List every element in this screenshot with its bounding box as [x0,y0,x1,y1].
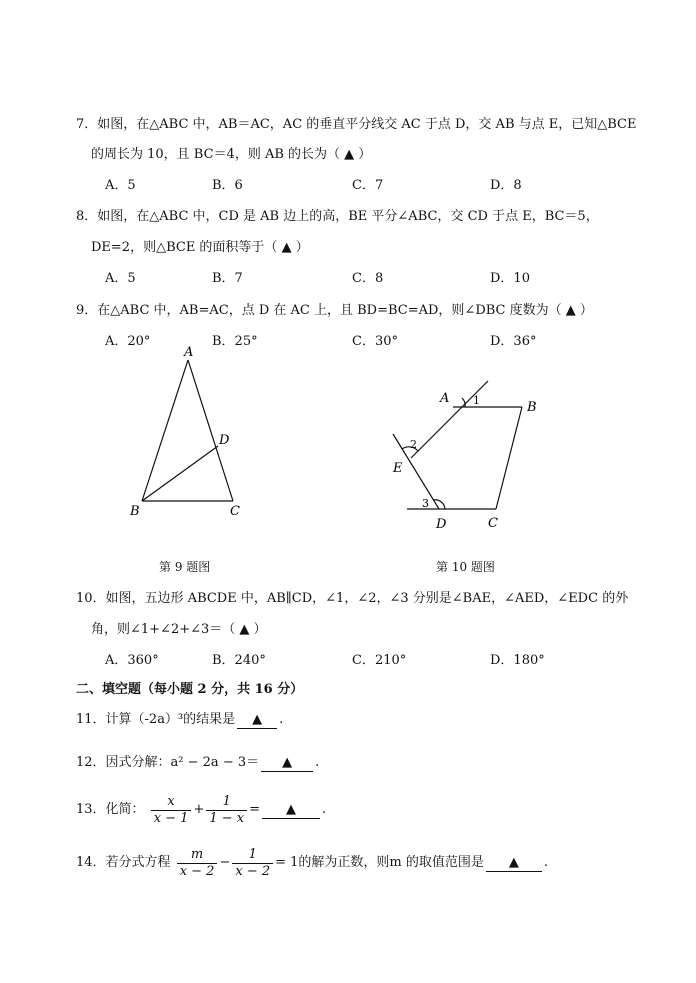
q12-text: 12．因式分解：a² − 2a − 3＝ [76,755,260,770]
q7-option-c: C．7 [352,178,384,193]
fig10-label-angle-2: 2 [410,438,417,451]
q14-fraction-1-numerator: m [177,847,218,864]
fig10-label-a: A [440,391,450,406]
q14-text: 14．若分式方程 [76,855,171,870]
q14-answer-blank[interactable]: ▲ [486,855,542,872]
figure-9 [120,340,270,530]
fig9-label-a: A [184,345,194,360]
fig10-caption: 第 10 题图 [436,560,495,574]
q13-fraction-1-numerator: x [151,794,192,811]
q13-fraction-2 [206,794,247,827]
q10-option-c: C．210° [352,653,407,668]
q9-line1: 9．在△ABC 中，AB=AC，点 D 在 AC 上，且 BD=BC=AD，则∠DBC 度数为（ ▲ ） [76,303,593,318]
fig10-label-c: C [488,516,498,531]
fig9-segment-bd [142,446,218,501]
q13-fraction-1-denominator: x − 1 [153,810,189,826]
q14-fraction-1 [177,847,218,880]
q10-option-a: A．360° [105,653,159,668]
q13 [76,792,326,829]
q9-option-a: A．20° [105,334,151,349]
q13-period: . [322,802,327,817]
q14-condition-text: = 1的解为正数，则m 的取值范围是 [275,855,484,870]
q11-period: . [279,712,284,727]
q7-option-a: A．5 [105,178,136,193]
figure-10 [385,372,555,537]
fig9-caption: 第 9 题图 [159,560,211,574]
q13-equals: = [249,802,261,817]
q7-line2: 的周长为 10，且 BC＝4，则 AB 的长为（ ▲ ） [91,147,372,162]
q12 [76,754,319,772]
q8-line1: 8．如图，在△ABC 中，CD 是 AB 边上的高，BE 平分∠ABC，交 CD 于点 E，BC＝5， [76,209,599,224]
q10-option-b: B．240° [212,653,266,668]
q14-fraction-1-denominator: x − 2 [179,863,215,879]
q8-line2: DE=2，则△BCE 的面积等于（ ▲ ） [91,240,309,255]
q13-fraction-1 [151,794,192,827]
fig10-label-e: E [393,461,403,476]
q13-text: 13．化简： [76,802,145,817]
q8-option-d: D．10 [490,271,530,286]
q7-option-b: B．6 [212,178,243,193]
q13-fraction-2-numerator: 1 [206,794,247,811]
q8-option-a: A．5 [105,271,136,286]
fig10-label-d: D [436,517,447,532]
q10-line1: 10．如图，五边形 ABCDE 中，AB∥CD，∠1，∠2，∠3 分别是∠BAE，∠AED，∠EDC 的外 [76,591,629,606]
q11-text: 11．计算（-2a）³的结果是 [76,712,236,727]
fig9-label-d: D [219,433,230,448]
q12-period: . [315,755,320,770]
q9-option-c: C．30° [352,334,398,349]
q10-option-d: D．180° [490,653,545,668]
q8-option-c: C．8 [352,271,384,286]
q8-option-b: B．7 [212,271,243,286]
q13-fraction-2-denominator: 1 − x [209,810,245,826]
fig10-ray-ea [411,381,488,458]
q13-answer-blank[interactable]: ▲ [262,802,320,819]
q14-minus: − [219,855,231,870]
q9-option-d: D．36° [490,334,537,349]
q11-answer-blank[interactable]: ▲ [237,712,277,729]
fig9-label-c: C [230,504,240,519]
fig10-label-angle-3: 3 [422,497,429,510]
q14-fraction-2-numerator: 1 [232,847,273,864]
q14-fraction-2-denominator: x − 2 [235,863,271,879]
q11 [76,711,283,729]
fig9-side-ab [142,360,188,501]
fig10-side-bc [496,407,522,509]
q7-option-d: D．8 [490,178,522,193]
q9-option-b: B．25° [212,334,258,349]
fig10-label-angle-1: 1 [473,394,480,407]
section-2-title: 二、填空题（每小题 2 分，共 16 分） [76,682,304,697]
fig9-label-b: B [130,504,140,519]
fig10-label-b: B [527,400,537,415]
q10-line2: 角，则∠1+∠2+∠3＝（ ▲ ） [91,622,267,637]
q13-plus: + [193,802,205,817]
q14-period: . [543,855,549,870]
q12-answer-blank[interactable]: ▲ [261,755,313,772]
fig9-side-ac [188,360,233,501]
q14 [76,845,548,882]
q14-fraction-2 [232,847,273,880]
q7-line1: 7．如图，在△ABC 中，AB＝AC，AC 的垂直平分线交 AC 于点 D，交 AB 与点 E，已知△BCE [76,117,637,132]
